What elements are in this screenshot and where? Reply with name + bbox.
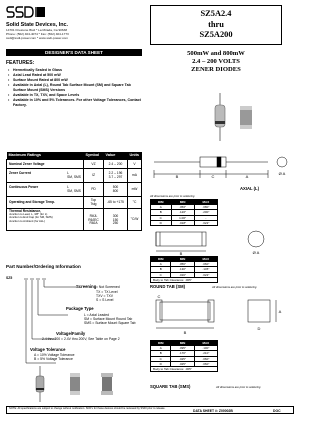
table-row xyxy=(151,220,218,225)
col-min: MIN xyxy=(171,257,194,262)
axial-title: AXIAL (L) xyxy=(240,186,259,191)
square-tab-dim-d: D xyxy=(257,326,261,331)
rating-label: Operating and Storage Temp. xyxy=(7,196,84,208)
round-tab-dimension-table xyxy=(150,256,218,283)
dim-cell: B xyxy=(151,351,171,356)
square-tab-note: All dimensions are prior to soldering xyxy=(216,385,261,389)
screening-label: Screening xyxy=(76,284,97,289)
device-type: ZENER DIODES xyxy=(191,66,241,73)
rating-symbol: IZ xyxy=(84,168,104,182)
col-max: MAX xyxy=(194,257,217,262)
phone-line: Phone: (562) 404-4074 * Fax: (562) 404-1773 xyxy=(6,32,69,36)
voltage-tolerance-label: Voltage Tolerance xyxy=(30,347,66,352)
col-max-ratings: Maximum Ratings xyxy=(7,152,84,159)
address-line: 14701 Firestone Blvd * La Mirada, Ca 90638 xyxy=(6,28,68,32)
rating-symbol: RθJL RθJEC RθJA xyxy=(84,208,104,230)
min-cell: .056" xyxy=(171,262,194,267)
clearance-note: Body to Tab Clearance: .005" xyxy=(151,366,218,371)
feature-item: • Available in TX, TXV, and Space Levels xyxy=(8,93,144,98)
min-cell: .025" xyxy=(171,356,194,361)
maximum-ratings-table xyxy=(6,152,142,231)
dim-cell: B xyxy=(151,210,172,215)
part-title-end: SZ5A200 xyxy=(199,30,233,39)
rating-value: -65 to +175 xyxy=(104,196,128,208)
table-row xyxy=(151,366,218,371)
footer-note: NOTE: All specifications are subject to change without notification. SCD's for these devices should be reviewed by SSDI prior to release. xyxy=(9,406,166,410)
max-cell: .200" xyxy=(194,210,217,215)
footer-bar xyxy=(6,406,294,414)
rating-value: 300 150 250 xyxy=(104,208,128,230)
table-row xyxy=(151,272,218,277)
round-tab-note: All dimensions are prior to soldering xyxy=(212,285,257,289)
rating-unit: °C xyxy=(128,196,142,208)
rating-unit: V xyxy=(128,159,142,168)
min-cell: .120" xyxy=(171,210,194,215)
voltage-range: 2.4 – 200 VOLTS xyxy=(192,58,240,65)
clearance-note: Body to Tab Clearance: .005" xyxy=(151,277,218,282)
axial-outline-drawing xyxy=(150,148,298,184)
min-cell: .025" xyxy=(171,361,194,366)
max-cell: .210" xyxy=(194,351,217,356)
col-max: MAX xyxy=(194,200,217,205)
table-row xyxy=(7,196,142,208)
min-cell: .095" xyxy=(171,346,194,351)
feature-item: • Hermetically Sealed in Glass xyxy=(8,68,144,73)
dim-b-label: B xyxy=(175,174,179,179)
feature-item: • Axial Lead Rated at 500 mW xyxy=(8,73,144,78)
min-cell: .130" xyxy=(171,267,194,272)
dim-cell: C xyxy=(151,272,171,277)
spec-heading xyxy=(150,50,282,74)
rating-sub: L SM, SMS xyxy=(67,171,81,179)
square-tab-outline-drawing xyxy=(150,292,284,338)
min-cell: .016" xyxy=(171,272,194,277)
col-min: MIN xyxy=(171,341,194,346)
rating-label xyxy=(7,168,84,182)
table-row xyxy=(151,277,218,282)
table-row xyxy=(151,262,218,267)
diameter-a-label: Ø A xyxy=(278,171,286,176)
col-dim: DIM xyxy=(151,257,171,262)
max-cell: .100" xyxy=(194,346,217,351)
package-option: SMS = Surface Mount Square Tab xyxy=(84,321,136,325)
package-option: SM = Surface Mount Round Tab xyxy=(84,317,133,321)
round-tab-dim-a: Ø A xyxy=(252,250,260,255)
diode-photos xyxy=(10,364,140,404)
table-row xyxy=(151,267,218,272)
round-tab-dim-b: B xyxy=(179,251,183,256)
min-cell: 1.00" xyxy=(171,215,194,220)
dim-cell: C xyxy=(151,215,172,220)
axial-dimension-table xyxy=(150,199,218,226)
min-cell: .056" xyxy=(171,205,194,210)
feature-item: • Surface Mount Rated at 800 mW xyxy=(8,78,144,83)
screening-option: TX = TX Level xyxy=(96,290,118,294)
col-dim: DIM xyxy=(151,341,171,346)
table-row xyxy=(151,205,218,210)
max-cell: .145" xyxy=(194,267,217,272)
col-dim: DIM xyxy=(151,200,172,205)
max-cell: .060" xyxy=(194,356,217,361)
rating-label: Nominal Zener Voltage xyxy=(7,159,84,168)
axial-photo xyxy=(36,366,44,402)
screening-note: = Not Screened xyxy=(96,285,120,289)
diode-package-photo xyxy=(150,85,282,147)
part-number-label: Part Number/Ordering Information xyxy=(6,264,81,269)
col-symbol: Symbol xyxy=(84,152,104,159)
power-rating: 500mW and 800mW xyxy=(187,50,245,57)
dim-cell: A xyxy=(151,262,171,267)
dim-cell: B xyxy=(151,267,171,272)
rating-label xyxy=(7,208,84,230)
dim-cell: A xyxy=(151,205,172,210)
rating-unit: °C/W xyxy=(128,208,142,230)
rating-label-text: Thermal Resistance, xyxy=(9,208,42,213)
rating-label xyxy=(7,182,84,196)
rating-value: 2.4 – 200 xyxy=(104,159,128,168)
part-title-thru: thru xyxy=(208,19,224,29)
datasheet-number: DATA SHEET #: Z00002B xyxy=(193,409,233,413)
screening-option: TXV = TXV xyxy=(96,294,113,298)
email-line: ssdi@ssdi-power.com * www.ssdi-power.com xyxy=(6,36,68,40)
rating-label-text: Zener Current xyxy=(9,171,31,175)
dim-cell: D xyxy=(151,220,172,225)
screening-option: S = S Level xyxy=(96,298,114,302)
tolerance-option: B = 5% Voltage Tolerance xyxy=(34,357,73,361)
table-row xyxy=(151,356,218,361)
table-row xyxy=(7,159,142,168)
rating-value: 2.2 – 196 3.7 – 297 xyxy=(104,168,128,182)
square-tab-photo xyxy=(101,373,113,395)
round-tab-outline-drawing xyxy=(150,226,280,256)
table-row xyxy=(151,361,218,366)
ssdi-logo xyxy=(6,5,46,19)
col-units: Units xyxy=(128,152,142,159)
col-min: MIN xyxy=(171,200,194,205)
col-max: MAX xyxy=(194,341,217,346)
max-cell: .060" xyxy=(194,262,217,267)
tolerance-option: A = 10% Voltage Tolerance xyxy=(34,353,75,357)
features-list xyxy=(8,68,144,108)
square-tab-dimension-table xyxy=(150,340,218,372)
rating-symbol: VZ xyxy=(84,159,104,168)
rating-sub: Junction to Lead, L, 3/8" (for L) Junction to End Cap (for SM, SMS) Junction to Ambient (for ALL) xyxy=(9,211,53,223)
min-cell: .018" xyxy=(171,220,194,225)
package-type-label: Package Type xyxy=(66,306,94,311)
rating-symbol: PD xyxy=(84,182,104,196)
rating-symbol: Top Tstg xyxy=(84,196,104,208)
square-tab-dim-a: A xyxy=(278,309,282,314)
max-cell: .022" xyxy=(194,220,217,225)
rating-value: 500 800 xyxy=(104,182,128,196)
round-tab-title: ROUND TAB (SM) xyxy=(150,284,186,289)
square-tab-dim-c: C xyxy=(157,294,161,299)
round-tab-photo xyxy=(70,373,80,395)
max-cell: .060" xyxy=(194,361,217,366)
part-title-start: SZ5A2.4 xyxy=(200,9,232,18)
dim-a-label: A xyxy=(245,174,249,179)
rating-unit: mW xyxy=(128,182,142,196)
feature-item: • Available in 10% and 5% Tolerances. For other Voltage Tolerances, Contact Factory. xyxy=(8,98,144,108)
rating-unit: mA xyxy=(128,168,142,182)
dim-cell: D xyxy=(151,361,171,366)
dim-cell: C xyxy=(151,356,171,361)
features-label: FEATURES: xyxy=(6,60,35,66)
dim-cell: A xyxy=(151,346,171,351)
feature-item: • Available in Axial (L), Round Tab Surface Mount (SM) and Square Tab Surface Mount (SMS) Versions xyxy=(8,83,144,93)
dim-c-label: C xyxy=(211,174,215,179)
smd-diode-image xyxy=(240,106,252,129)
min-cell: .170" xyxy=(171,351,194,356)
col-value: Value xyxy=(104,152,128,159)
table-row xyxy=(7,168,142,182)
rating-sub: L SM, SMS xyxy=(67,185,81,193)
company-name: Solid State Devices, Inc. xyxy=(6,22,69,28)
axial-note: All dimensions are prior to soldering xyxy=(150,194,195,198)
voltage-family-label: Voltage/Family xyxy=(56,331,86,336)
table-row xyxy=(7,182,142,196)
table-row xyxy=(7,208,142,230)
rating-label-text: Continuous Power xyxy=(9,185,39,189)
part-title-box xyxy=(150,5,282,45)
table-row xyxy=(151,210,218,215)
part-prefix: SZ5 xyxy=(6,276,13,280)
square-tab-title: SQUARE TAB (SMS) xyxy=(150,384,191,389)
doc-label: DOC xyxy=(273,409,281,413)
table-row xyxy=(151,351,218,356)
square-tab-dim-b: B xyxy=(183,330,187,335)
max-cell: .022" xyxy=(194,272,217,277)
table-row xyxy=(151,346,218,351)
package-option: L = Axial Leaded xyxy=(84,313,110,317)
max-cell: - xyxy=(194,215,217,220)
designers-data-sheet-bar: DESIGNER'S DATA SHEET xyxy=(6,49,142,56)
max-cell: .080" xyxy=(194,205,217,210)
voltage-family-note: 2.4 thru 200 = 2.4V thru 200V, See Table on Page 2 xyxy=(42,337,120,341)
